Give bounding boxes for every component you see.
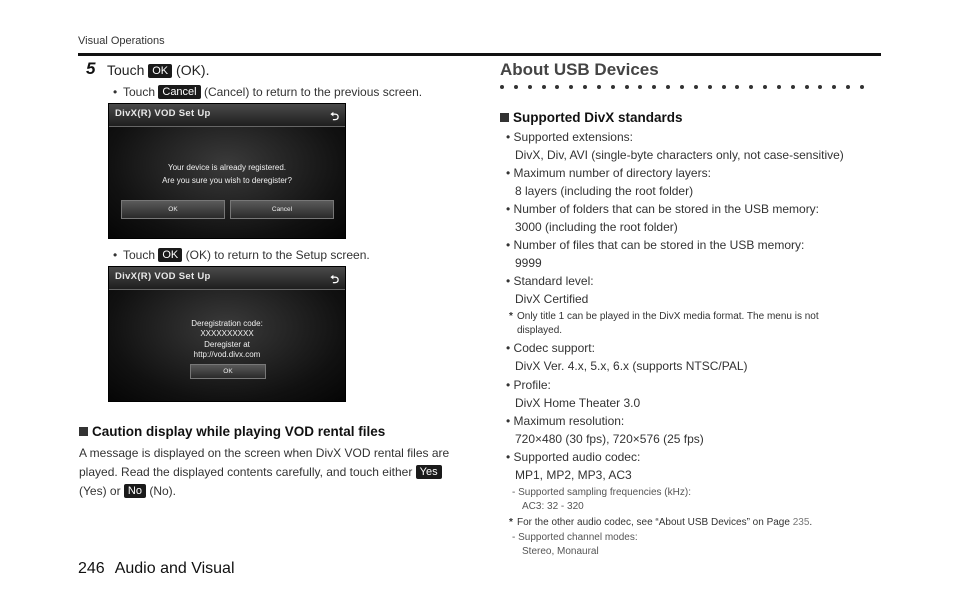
caution-body: [79, 444, 459, 501]
divider-dot: [666, 85, 670, 89]
divider-dot: [846, 85, 850, 89]
divider-dot: [860, 85, 864, 89]
divider-dot: [625, 85, 629, 89]
divider-dot: [680, 85, 684, 89]
deregistration-code: XXXXXXXXXX: [200, 329, 254, 338]
section-title: About USB Devices: [500, 60, 659, 79]
screen-title: DivX(R) VOD Set Up: [115, 108, 211, 119]
item-profile: • Profile: DivX Home Theater 3.0: [506, 378, 641, 410]
back-arrow-icon: ⮌: [330, 274, 339, 286]
dotted-divider: [500, 85, 875, 93]
item-standard-level: • Standard level: DivX Certified: [506, 274, 594, 306]
screen-cancel-button: Cancel: [230, 200, 334, 219]
divider-dot: [818, 85, 822, 89]
item-directory-layers: • Maximum number of directory layers: 8 layers (including the root folder): [506, 166, 711, 198]
divider-dot: [500, 85, 504, 89]
step-instruction: [107, 62, 210, 78]
header-rule: [78, 53, 881, 56]
divider-dot: [694, 85, 698, 89]
square-bullet-icon: [79, 427, 88, 436]
divider-dot: [528, 85, 532, 89]
divider-dot: [542, 85, 546, 89]
divider-dot: [735, 85, 739, 89]
screen-ok-button: OK: [190, 364, 266, 379]
caution-line-2: played. Read the displayed contents carefully, and touch either Yes: [79, 463, 459, 482]
note-other-codec: * For the other audio codec, see “About USB Devices” on Page 235.: [509, 517, 813, 528]
caution-line-1: A message is displayed on the screen when DivX VOD rental files are: [79, 446, 450, 460]
divider-dot: [555, 85, 559, 89]
page-number: 246: [78, 560, 105, 577]
divider-dot: [832, 85, 836, 89]
divider-dot: [708, 85, 712, 89]
bullet-ok: • Touch OK (OK) to return to the Setup screen.: [113, 248, 370, 262]
item-folders: • Number of folders that can be stored in the USB memory: 3000 (including the root folder): [506, 202, 820, 234]
caution-heading: Caution display while playing VOD rental files: [79, 424, 385, 439]
sub-sampling: - Supported sampling frequencies (kHz): AC3: 32 - 320: [512, 487, 691, 512]
item-audio-codec: • Supported audio codec: MP1, MP2, MP3, AC3: [506, 450, 641, 482]
ok-button-glyph: OK: [148, 64, 172, 78]
no-button-glyph: No: [124, 484, 146, 498]
divider-dot: [805, 85, 809, 89]
screen-message-1: Your device is already registered.: [168, 163, 286, 172]
back-arrow-icon: ⮌: [330, 111, 339, 123]
item-codec-support: • Codec support: DivX Ver. 4.x, 5.x, 6.x (supports NTSC/PAL): [506, 341, 748, 373]
page-footer: [78, 560, 235, 578]
divider-dot: [583, 85, 587, 89]
cancel-button-glyph: Cancel: [158, 85, 200, 99]
screenshot-deregister-confirm: [108, 103, 346, 239]
item-files: • Number of files that can be stored in the USB memory: 9999: [506, 238, 805, 270]
divider-dot: [791, 85, 795, 89]
sub-channel-modes: - Supported channel modes: Stereo, Monaural: [512, 532, 638, 557]
bullet-post: (Cancel) to return to the previous screen.: [203, 85, 423, 99]
step-post: (OK).: [176, 62, 210, 78]
divider-dot: [569, 85, 573, 89]
bullet-cancel: • Touch Cancel (Cancel) to return to the previous screen.: [113, 85, 423, 99]
screen-message-2: Are you sure you wish to deregister?: [162, 176, 292, 185]
divider-dot: [722, 85, 726, 89]
divx-standards-heading: Supported DivX standards: [500, 110, 683, 125]
caution-line-3: (Yes) or No (No).: [79, 484, 176, 498]
square-bullet-icon: [500, 113, 509, 122]
page-reference-link[interactable]: 235: [792, 517, 810, 528]
note-title-playback: * Only title 1 can be played in the DivX media format. The menu is not displayed.: [509, 311, 819, 336]
deregister-at-label: Deregister at: [204, 340, 250, 349]
divider-dot: [652, 85, 656, 89]
divider-dot: [763, 85, 767, 89]
bullet-pre: Touch: [123, 85, 156, 99]
screenshot-deregistration-code: [108, 266, 346, 402]
screen-title: DivX(R) VOD Set Up: [115, 271, 211, 282]
divider-dot: [597, 85, 601, 89]
yes-button-glyph: Yes: [416, 465, 442, 479]
divider-dot: [749, 85, 753, 89]
step-pre: Touch: [107, 62, 145, 78]
bullet-post: (OK) to return to the Setup screen.: [185, 248, 370, 262]
item-max-resolution: • Maximum resolution: 720×480 (30 fps), 720×576 (25 fps): [506, 414, 704, 446]
divider-dot: [777, 85, 781, 89]
ok-button-glyph: OK: [158, 248, 182, 262]
footer-title: Audio and Visual: [114, 560, 235, 577]
divider-dot: [638, 85, 642, 89]
divider-dot: [611, 85, 615, 89]
deregistration-label: Deregistration code:: [191, 319, 263, 328]
item-extensions: • Supported extensions: DivX, Div, AVI (single-byte characters only, not case-sensitive): [506, 130, 844, 162]
step-number: 5: [86, 59, 96, 78]
deregister-url: http://vod.divx.com: [193, 350, 261, 359]
screen-ok-button: OK: [121, 200, 225, 219]
divider-dot: [514, 85, 518, 89]
bullet-pre: Touch: [123, 248, 156, 262]
running-header: Visual Operations: [78, 35, 165, 47]
